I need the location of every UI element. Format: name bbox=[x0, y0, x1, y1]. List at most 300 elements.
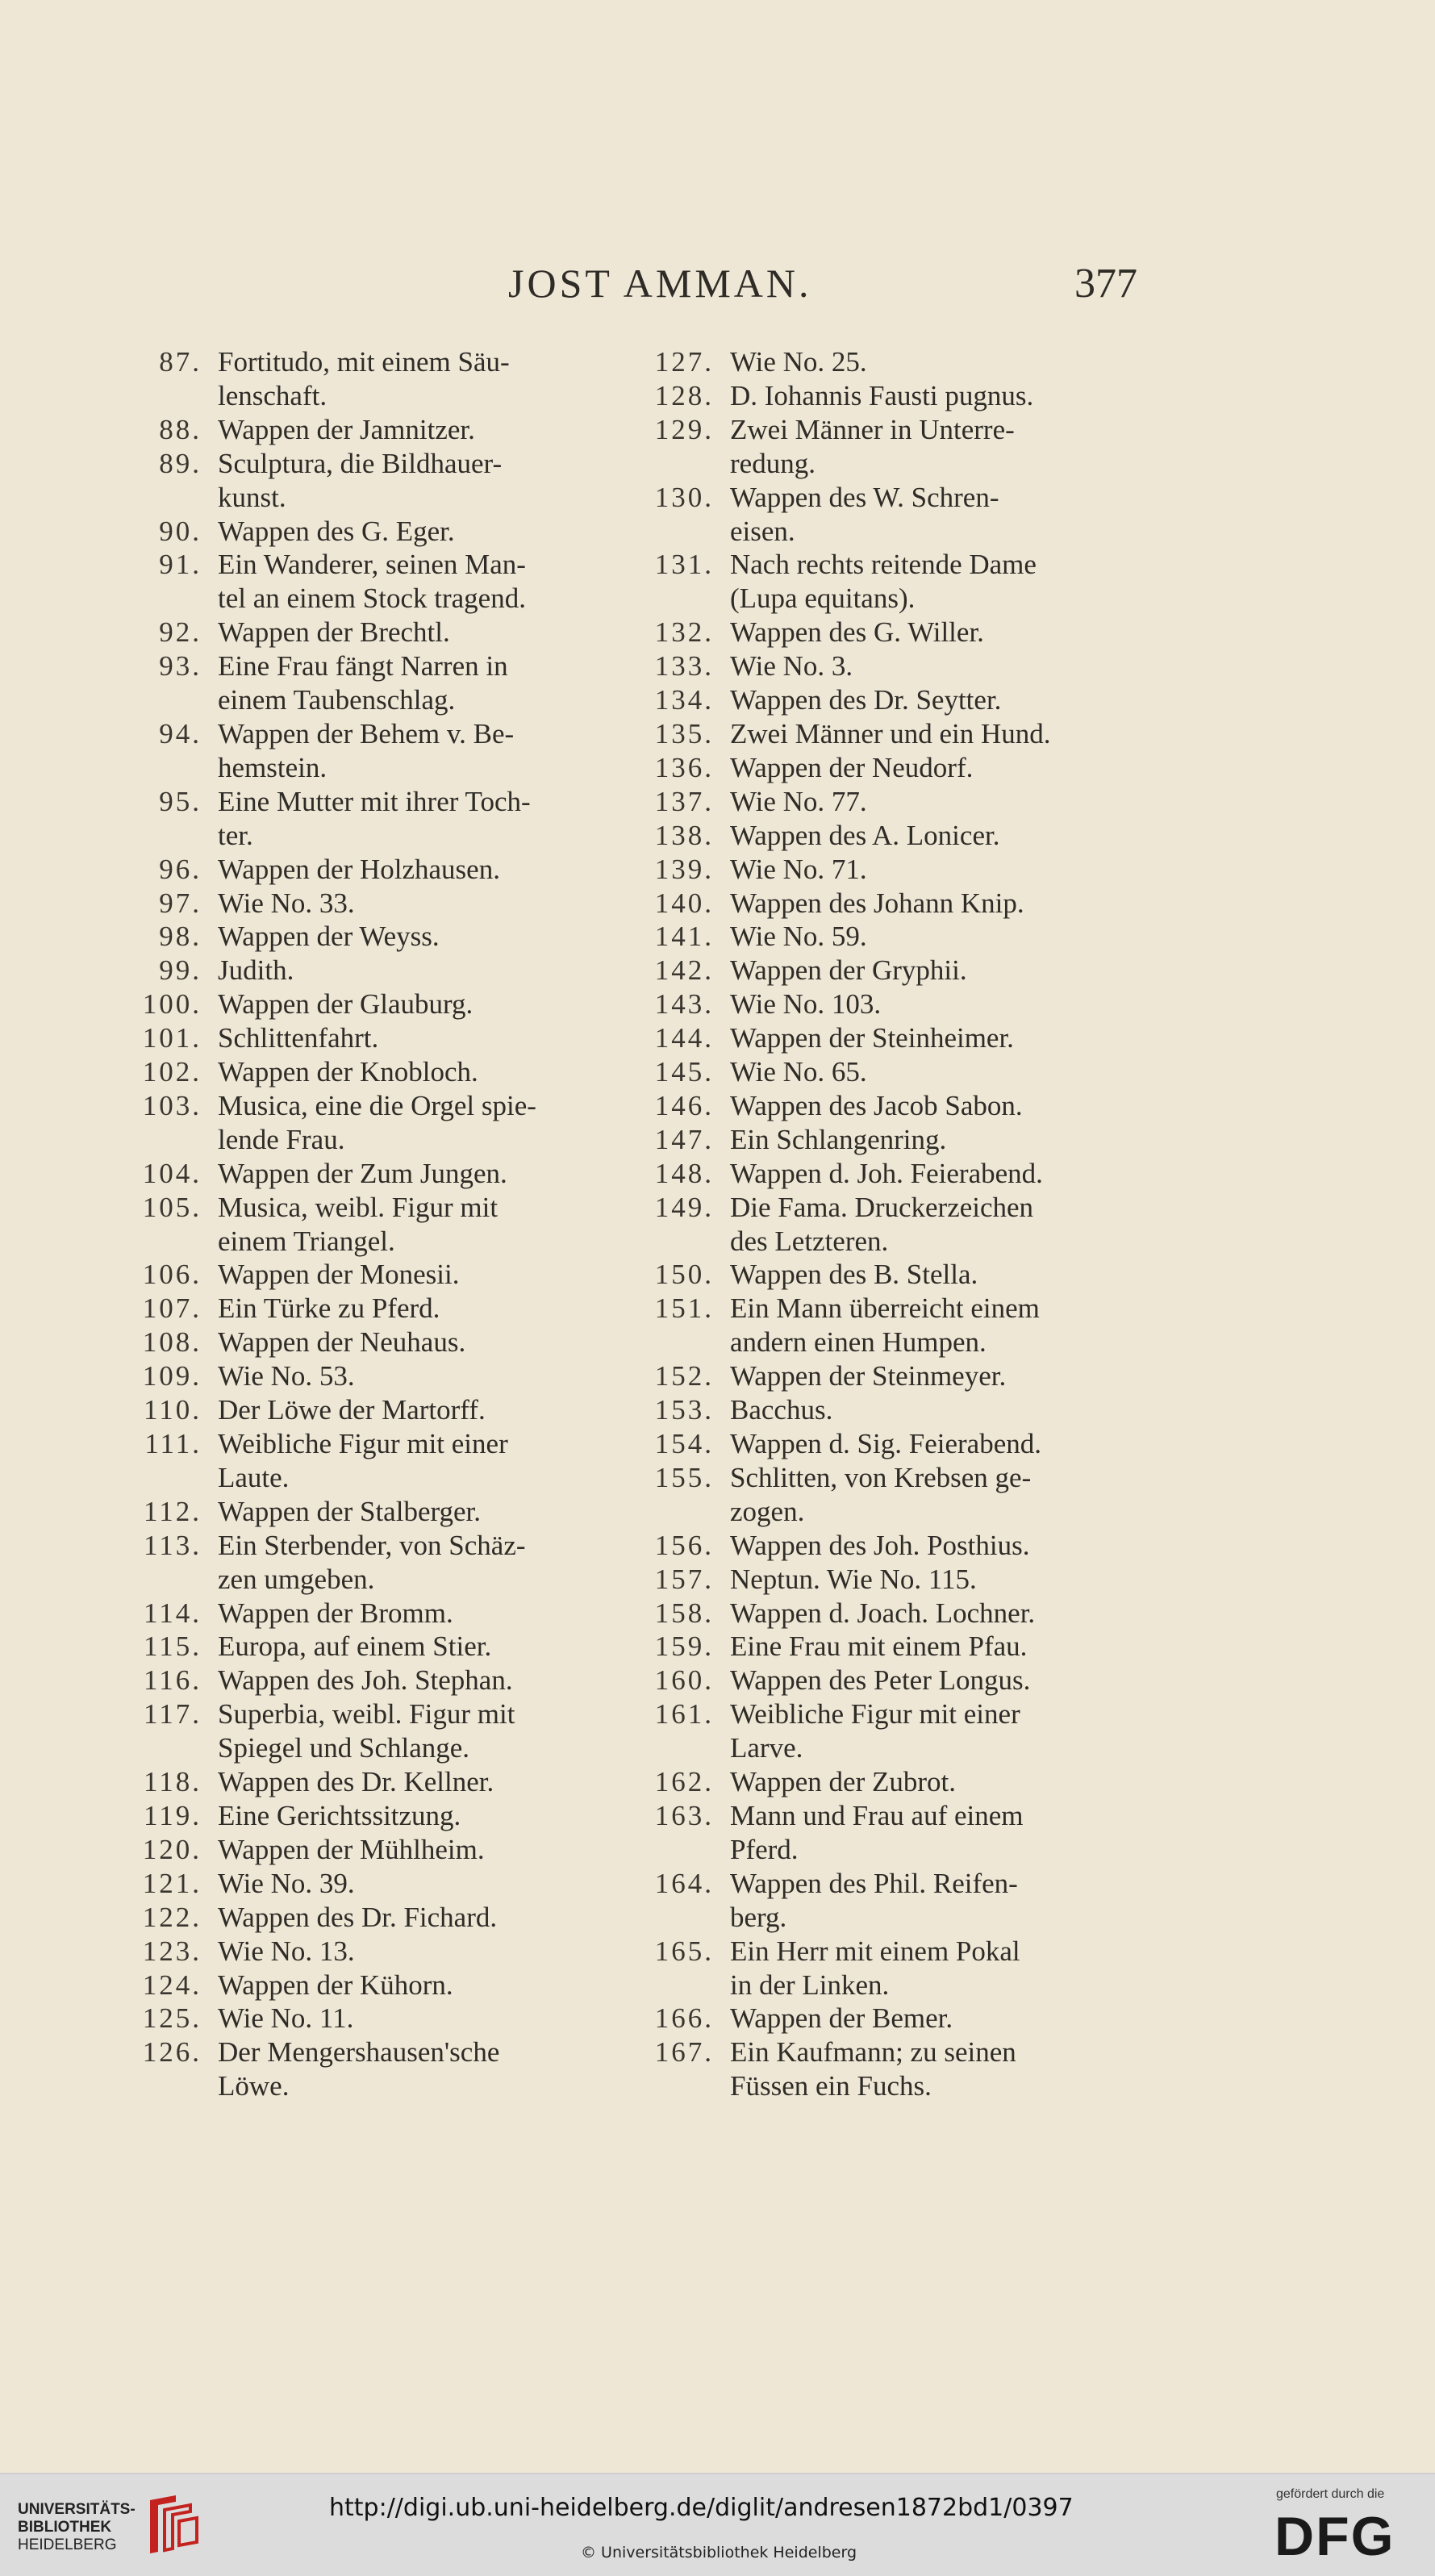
entry-number: 113. bbox=[144, 1529, 202, 1561]
catalog-entry bbox=[113, 1765, 605, 1799]
entry-number: 111. bbox=[144, 1428, 202, 1459]
catalog-entry bbox=[113, 954, 605, 987]
entry-number: 122. bbox=[142, 1901, 202, 1933]
catalog-entry bbox=[113, 2035, 605, 2103]
entry-number: 167. bbox=[654, 2036, 714, 2069]
running-title: JOST AMMAN. bbox=[508, 261, 812, 306]
entry-number: 97. bbox=[159, 887, 202, 919]
entry-text bbox=[218, 413, 605, 447]
entry-number: 132. bbox=[654, 616, 714, 649]
entry-number: 89. bbox=[159, 447, 202, 479]
dfg-logo: DFG bbox=[1274, 2506, 1395, 2567]
entry-text bbox=[730, 1258, 1135, 1292]
entry-number: 119. bbox=[144, 1799, 202, 1831]
entry-text bbox=[730, 1359, 1135, 1393]
entry-text bbox=[218, 1597, 605, 1630]
entry-line: Wie No. 71. bbox=[730, 853, 867, 885]
entry-number: 162. bbox=[654, 1766, 714, 1798]
catalog-entry bbox=[625, 616, 1135, 649]
entry-line: tel an einem Stock tragend. bbox=[218, 582, 526, 615]
entry-number: 148. bbox=[654, 1157, 714, 1189]
entry-line: Wappen der Kühorn. bbox=[218, 1969, 453, 2001]
entry-number: 149. bbox=[654, 1191, 714, 1223]
left-column bbox=[113, 345, 605, 2103]
entry-text bbox=[730, 1664, 1135, 1697]
catalog-entry bbox=[625, 1393, 1135, 1427]
entry-text bbox=[218, 987, 605, 1021]
catalog-entry bbox=[625, 1123, 1135, 1157]
catalog-entry bbox=[625, 1359, 1135, 1393]
entry-number: 147. bbox=[654, 1123, 714, 1155]
entry-number: 159. bbox=[654, 1630, 714, 1663]
entry-number: 145. bbox=[654, 1056, 714, 1088]
entry-line: Wappen des Jacob Sabon. bbox=[730, 1089, 1023, 1121]
entry-line: Weibliche Figur mit einer bbox=[730, 1698, 1020, 1731]
entry-line: Wappen des G. Eger. bbox=[218, 515, 455, 547]
catalog-entry bbox=[113, 1799, 605, 1833]
entry-line: Wie No. 65. bbox=[730, 1056, 867, 1088]
entry-line: Eine Gerichtssitzung. bbox=[218, 1799, 461, 1831]
entry-line: Wappen des B. Stella. bbox=[730, 1259, 978, 1291]
entry-number: 156. bbox=[654, 1529, 714, 1561]
catalog-entry bbox=[625, 717, 1135, 751]
entry-text bbox=[218, 1935, 605, 1969]
entry-number: 128. bbox=[654, 379, 714, 411]
entry-text bbox=[730, 1529, 1135, 1563]
entry-number: 150. bbox=[654, 1259, 714, 1291]
entry-text bbox=[730, 649, 1135, 683]
entry-line: Wappen der Neudorf. bbox=[730, 751, 974, 783]
catalog-entry bbox=[625, 1427, 1135, 1461]
entry-line: lenschaft. bbox=[218, 379, 327, 411]
catalog-entry bbox=[113, 1597, 605, 1630]
entry-number: 138. bbox=[654, 819, 714, 851]
funding-note: gefördert durch die bbox=[1276, 2487, 1385, 2501]
entry-text bbox=[218, 1258, 605, 1292]
entry-line: Wappen der Jamnitzer. bbox=[218, 413, 475, 445]
catalog-entry bbox=[113, 1021, 605, 1055]
entry-number: 98. bbox=[159, 921, 202, 953]
entry-text bbox=[730, 1867, 1135, 1935]
catalog-entry bbox=[113, 1359, 605, 1393]
entry-number: 115. bbox=[144, 1630, 202, 1663]
entry-line: Wappen des G. Willer. bbox=[730, 616, 984, 649]
entry-line: Wappen der Steinmeyer. bbox=[730, 1360, 1007, 1392]
entry-number: 120. bbox=[142, 1833, 202, 1865]
entry-number: 146. bbox=[654, 1089, 714, 1121]
entry-text bbox=[730, 954, 1135, 987]
entry-text bbox=[218, 447, 605, 515]
entry-text bbox=[218, 1799, 605, 1833]
entry-text bbox=[730, 2035, 1135, 2103]
library-logo-icon bbox=[144, 2492, 200, 2557]
entry-text bbox=[730, 1597, 1135, 1630]
entry-line: (Lupa equitans). bbox=[730, 582, 916, 615]
catalog-entry bbox=[113, 616, 605, 649]
entry-number: 158. bbox=[654, 1597, 714, 1629]
entry-text bbox=[218, 1021, 605, 1055]
entry-text bbox=[218, 1630, 605, 1664]
entry-text bbox=[218, 954, 605, 987]
entry-line: Zwei Männer in Unterre- bbox=[730, 413, 1015, 445]
entry-number: 157. bbox=[654, 1563, 714, 1595]
entry-line: lende Frau. bbox=[218, 1123, 345, 1155]
entry-text bbox=[218, 1089, 605, 1157]
entry-number: 144. bbox=[654, 1022, 714, 1054]
entry-number: 117. bbox=[144, 1698, 202, 1731]
entry-line: Wappen des Joh. Posthius. bbox=[730, 1529, 1030, 1561]
catalog-entry bbox=[625, 1089, 1135, 1123]
entry-number: 152. bbox=[654, 1360, 714, 1392]
entry-number: 140. bbox=[654, 887, 714, 919]
entry-number: 134. bbox=[654, 684, 714, 716]
entry-number: 131. bbox=[654, 549, 714, 581]
entry-number: 160. bbox=[654, 1664, 714, 1697]
entry-text bbox=[218, 649, 605, 717]
entry-number: 142. bbox=[654, 954, 714, 987]
entry-line: Judith. bbox=[218, 954, 294, 987]
entry-number: 101. bbox=[142, 1022, 202, 1054]
entry-number: 136. bbox=[654, 751, 714, 783]
entry-number: 130. bbox=[654, 481, 714, 513]
catalog-entry bbox=[625, 785, 1135, 819]
entry-number: 104. bbox=[142, 1157, 202, 1189]
entry-number: 141. bbox=[654, 921, 714, 953]
entry-text bbox=[730, 1935, 1135, 2002]
entry-number: 103. bbox=[142, 1089, 202, 1121]
entry-line: Wie No. 13. bbox=[218, 1935, 355, 1967]
entry-number: 166. bbox=[654, 2002, 714, 2035]
catalog-entry bbox=[113, 1495, 605, 1529]
entry-text bbox=[218, 1393, 605, 1427]
entry-text bbox=[218, 1697, 605, 1765]
entry-line: einem Triangel. bbox=[218, 1225, 395, 1257]
catalog-entry bbox=[625, 2002, 1135, 2035]
entry-number: 95. bbox=[159, 785, 202, 817]
entry-line: in der Linken. bbox=[730, 1969, 890, 2001]
entry-text bbox=[218, 1529, 605, 1597]
catalog-entry bbox=[113, 1157, 605, 1191]
entry-number: 107. bbox=[142, 1292, 202, 1325]
entry-line: Bacchus. bbox=[730, 1394, 833, 1426]
catalog-entry bbox=[625, 954, 1135, 987]
entry-text bbox=[218, 1191, 605, 1259]
entry-number: 102. bbox=[142, 1056, 202, 1088]
entry-line: Wappen der Holzhausen. bbox=[218, 853, 500, 885]
entry-text bbox=[730, 1292, 1135, 1359]
catalog-entry bbox=[113, 1326, 605, 1359]
entry-text bbox=[730, 819, 1135, 853]
catalog-entry bbox=[625, 379, 1135, 413]
entry-line: Neptun. Wie No. 115. bbox=[730, 1563, 977, 1595]
entry-text bbox=[218, 1427, 605, 1495]
catalog-entry bbox=[113, 1055, 605, 1089]
entry-line: Europa, auf einem Stier. bbox=[218, 1630, 492, 1663]
entry-line: Wappen des Dr. Seytter. bbox=[730, 684, 1002, 716]
entry-number: 124. bbox=[142, 1969, 202, 2001]
catalog-entry bbox=[113, 1393, 605, 1427]
entry-text bbox=[730, 481, 1135, 549]
entry-number: 129. bbox=[654, 413, 714, 445]
catalog-entry bbox=[625, 1597, 1135, 1630]
catalog-entry bbox=[625, 1292, 1135, 1359]
entry-text bbox=[218, 1157, 605, 1191]
catalog-entry bbox=[113, 345, 605, 413]
entry-line: Wappen der Zubrot. bbox=[730, 1766, 956, 1798]
entry-number: 164. bbox=[654, 1867, 714, 1899]
entry-line: Wappen der Weyss. bbox=[218, 921, 440, 953]
entry-text bbox=[730, 379, 1135, 413]
catalog-entry bbox=[625, 548, 1135, 616]
entry-number: 118. bbox=[144, 1766, 202, 1798]
catalog-entry bbox=[625, 1765, 1135, 1799]
catalog-entry bbox=[113, 1191, 605, 1259]
catalog-entry bbox=[113, 1664, 605, 1697]
catalog-entry bbox=[625, 1258, 1135, 1292]
entry-text bbox=[218, 1326, 605, 1359]
entry-number: 154. bbox=[654, 1428, 714, 1459]
catalog-entry bbox=[113, 785, 605, 853]
entry-text bbox=[218, 2035, 605, 2103]
entry-text bbox=[730, 413, 1135, 481]
entry-line: Wappen der Bromm. bbox=[218, 1597, 453, 1629]
entry-line: Sculptura, die Bildhauer- bbox=[218, 447, 503, 479]
entry-number: 133. bbox=[654, 650, 714, 683]
catalog-entry bbox=[113, 1935, 605, 1969]
entry-text bbox=[218, 1664, 605, 1697]
entry-text bbox=[218, 548, 605, 616]
entry-text bbox=[218, 1292, 605, 1326]
catalog-entry bbox=[113, 853, 605, 887]
entry-line: Wappen d. Joach. Lochner. bbox=[730, 1597, 1036, 1629]
catalog-entry bbox=[625, 683, 1135, 717]
entry-number: 139. bbox=[654, 853, 714, 885]
entry-text bbox=[730, 1123, 1135, 1157]
entry-line: Schlitten, von Krebsen ge- bbox=[730, 1461, 1032, 1493]
entry-number: 155. bbox=[654, 1461, 714, 1493]
catalog-entry bbox=[625, 2035, 1135, 2103]
catalog-entry bbox=[113, 1630, 605, 1664]
entry-number: 127. bbox=[654, 346, 714, 378]
entry-text bbox=[730, 1055, 1135, 1089]
catalog-entry bbox=[113, 1258, 605, 1292]
catalog-entry bbox=[113, 1833, 605, 1867]
entry-text bbox=[730, 920, 1135, 954]
entry-text bbox=[218, 515, 605, 549]
entry-line: Wie No. 59. bbox=[730, 921, 867, 953]
entry-line: Mann und Frau auf einem bbox=[730, 1799, 1024, 1831]
entry-line: Spiegel und Schlange. bbox=[218, 1732, 470, 1764]
entry-number: 92. bbox=[159, 616, 202, 649]
catalog-entry bbox=[625, 1630, 1135, 1664]
entry-text bbox=[730, 1563, 1135, 1597]
entry-line: Eine Mutter mit ihrer Toch- bbox=[218, 785, 531, 817]
entry-line: Wappen des W. Schren- bbox=[730, 481, 999, 513]
entry-line: Ein Kaufmann; zu seinen bbox=[730, 2036, 1016, 2069]
catalog-entry bbox=[625, 1799, 1135, 1867]
entry-line: Wappen des Phil. Reifen- bbox=[730, 1867, 1018, 1899]
catalog-entry bbox=[113, 649, 605, 717]
entry-line: Fortitudo, mit einem Säu- bbox=[218, 346, 510, 378]
entry-line: Wie No. 77. bbox=[730, 785, 867, 817]
catalog-entry bbox=[625, 345, 1135, 379]
entry-text bbox=[730, 785, 1135, 819]
catalog-entry bbox=[113, 413, 605, 447]
catalog-entry bbox=[113, 1867, 605, 1901]
entry-number: 96. bbox=[159, 853, 202, 885]
footer-bar bbox=[0, 2473, 1435, 2576]
entry-line: Wie No. 103. bbox=[730, 988, 882, 1021]
entry-line: Ein Mann überreicht einem bbox=[730, 1292, 1040, 1325]
entry-text bbox=[218, 785, 605, 853]
entry-text bbox=[218, 1833, 605, 1867]
entry-number: 91. bbox=[159, 549, 202, 581]
entry-number: 116. bbox=[144, 1664, 202, 1697]
entry-line: Wie No. 3. bbox=[730, 650, 853, 683]
entry-line: Wie No. 11. bbox=[218, 2002, 354, 2035]
entry-line: zogen. bbox=[730, 1495, 805, 1527]
catalog-entry bbox=[625, 819, 1135, 853]
entry-number: 90. bbox=[159, 515, 202, 547]
entry-number: 112. bbox=[144, 1495, 202, 1527]
page-number: 377 bbox=[1074, 261, 1137, 307]
entry-number: 135. bbox=[654, 717, 714, 749]
entry-text bbox=[218, 345, 605, 413]
entry-text bbox=[730, 616, 1135, 649]
entry-line: Schlittenfahrt. bbox=[218, 1022, 379, 1054]
entry-text bbox=[730, 1461, 1135, 1529]
entry-text bbox=[730, 2002, 1135, 2035]
library-line: HEIDELBERG bbox=[18, 2536, 117, 2553]
catalog-entry bbox=[625, 920, 1135, 954]
catalog-entry bbox=[113, 1427, 605, 1495]
entry-line: Weibliche Figur mit einer bbox=[218, 1428, 508, 1459]
catalog-entry bbox=[113, 920, 605, 954]
entry-line: Wie No. 53. bbox=[218, 1360, 355, 1392]
entry-line: hemstein. bbox=[218, 751, 327, 783]
entry-text bbox=[218, 1055, 605, 1089]
entry-line: Laute. bbox=[218, 1461, 290, 1493]
entry-number: 161. bbox=[654, 1698, 714, 1731]
entry-number: 93. bbox=[159, 650, 202, 683]
entry-text bbox=[218, 1359, 605, 1393]
entry-line: Wie No. 25. bbox=[730, 346, 867, 378]
library-line: BIBLIOTHEK bbox=[18, 2519, 112, 2536]
entry-number: 108. bbox=[142, 1326, 202, 1359]
entry-number: 109. bbox=[142, 1360, 202, 1392]
entry-line: eisen. bbox=[730, 515, 795, 547]
entry-text bbox=[730, 887, 1135, 921]
entry-text bbox=[730, 1765, 1135, 1799]
entry-number: 99. bbox=[159, 954, 202, 987]
entry-text bbox=[730, 987, 1135, 1021]
entry-line: Wappen der Monesii. bbox=[218, 1259, 460, 1291]
entry-number: 125. bbox=[142, 2002, 202, 2035]
library-logo-text bbox=[18, 2501, 136, 2554]
entry-number: 100. bbox=[142, 988, 202, 1021]
catalog-entry bbox=[113, 887, 605, 921]
entry-text bbox=[218, 616, 605, 649]
entry-text bbox=[218, 920, 605, 954]
entry-line: Wappen der Mühlheim. bbox=[218, 1833, 485, 1865]
entry-text bbox=[218, 887, 605, 921]
entry-line: Wappen der Brechtl. bbox=[218, 616, 450, 649]
catalog-entry bbox=[625, 751, 1135, 785]
entry-line: Wappen der Glauburg. bbox=[218, 988, 473, 1021]
entry-line: Wappen d. Joh. Feierabend. bbox=[730, 1157, 1043, 1189]
entry-line: Der Mengershausen'sche bbox=[218, 2036, 500, 2069]
catalog-entry bbox=[625, 1867, 1135, 1935]
entry-text bbox=[730, 853, 1135, 887]
entry-number: 151. bbox=[654, 1292, 714, 1325]
entry-number: 114. bbox=[144, 1597, 202, 1629]
entry-text bbox=[218, 1969, 605, 2002]
entry-line: Wappen der Steinheimer. bbox=[730, 1022, 1014, 1054]
entry-number: 165. bbox=[654, 1935, 714, 1967]
entry-line: Zwei Männer und ein Hund. bbox=[730, 717, 1051, 749]
entry-text bbox=[730, 1799, 1135, 1867]
entry-number: 143. bbox=[654, 988, 714, 1021]
entry-text bbox=[730, 1393, 1135, 1427]
entry-line: Löwe. bbox=[218, 2070, 290, 2102]
entry-line: Wappen des Johann Knip. bbox=[730, 887, 1024, 919]
entry-line: Eine Frau mit einem Pfau. bbox=[730, 1630, 1028, 1663]
catalog-entry bbox=[113, 1529, 605, 1597]
catalog-entry bbox=[625, 1055, 1135, 1089]
entry-line: Wie No. 33. bbox=[218, 887, 355, 919]
entry-line: D. Iohannis Fausti pugnus. bbox=[730, 379, 1034, 411]
entry-text bbox=[218, 1495, 605, 1529]
entry-text bbox=[730, 1630, 1135, 1664]
entry-line: Superbia, weibl. Figur mit bbox=[218, 1698, 515, 1731]
entry-line: einem Taubenschlag. bbox=[218, 684, 456, 716]
catalog-entry bbox=[113, 447, 605, 515]
catalog-entry bbox=[625, 1191, 1135, 1259]
entry-line: berg. bbox=[730, 1901, 787, 1933]
entry-number: 106. bbox=[142, 1259, 202, 1291]
catalog-entry bbox=[625, 413, 1135, 481]
catalog-entry bbox=[113, 1901, 605, 1935]
entry-line: Larve. bbox=[730, 1732, 803, 1764]
catalog-entry bbox=[625, 649, 1135, 683]
entry-line: Der Löwe der Martorff. bbox=[218, 1394, 486, 1426]
entry-number: 126. bbox=[142, 2036, 202, 2069]
catalog-entry bbox=[625, 887, 1135, 921]
catalog-entry bbox=[625, 1529, 1135, 1563]
catalog-entry bbox=[113, 1697, 605, 1765]
entry-line: Wappen der Gryphii. bbox=[730, 954, 967, 987]
entry-number: 94. bbox=[159, 717, 202, 749]
right-column bbox=[625, 345, 1135, 2103]
entry-text bbox=[730, 683, 1135, 717]
catalog-entry bbox=[625, 853, 1135, 887]
entry-number: 123. bbox=[142, 1935, 202, 1967]
catalog-entry bbox=[625, 1461, 1135, 1529]
entry-text bbox=[730, 751, 1135, 785]
catalog-entry bbox=[113, 1969, 605, 2002]
entry-number: 87. bbox=[159, 346, 202, 378]
entry-line: andern einen Humpen. bbox=[730, 1326, 987, 1359]
catalog-entry bbox=[113, 2002, 605, 2035]
entry-number: 105. bbox=[142, 1191, 202, 1223]
entry-line: Musica, eine die Orgel spie- bbox=[218, 1089, 536, 1121]
page-header bbox=[121, 260, 1137, 316]
entry-number: 153. bbox=[654, 1394, 714, 1426]
entry-text bbox=[730, 717, 1135, 751]
entry-line: Die Fama. Druckerzeichen bbox=[730, 1191, 1034, 1223]
entry-line: kunst. bbox=[218, 481, 286, 513]
permalink-url[interactable]: http://digi.ub.uni-heidelberg.de/diglit/andresen1872bd1/0397 bbox=[329, 2494, 1074, 2522]
